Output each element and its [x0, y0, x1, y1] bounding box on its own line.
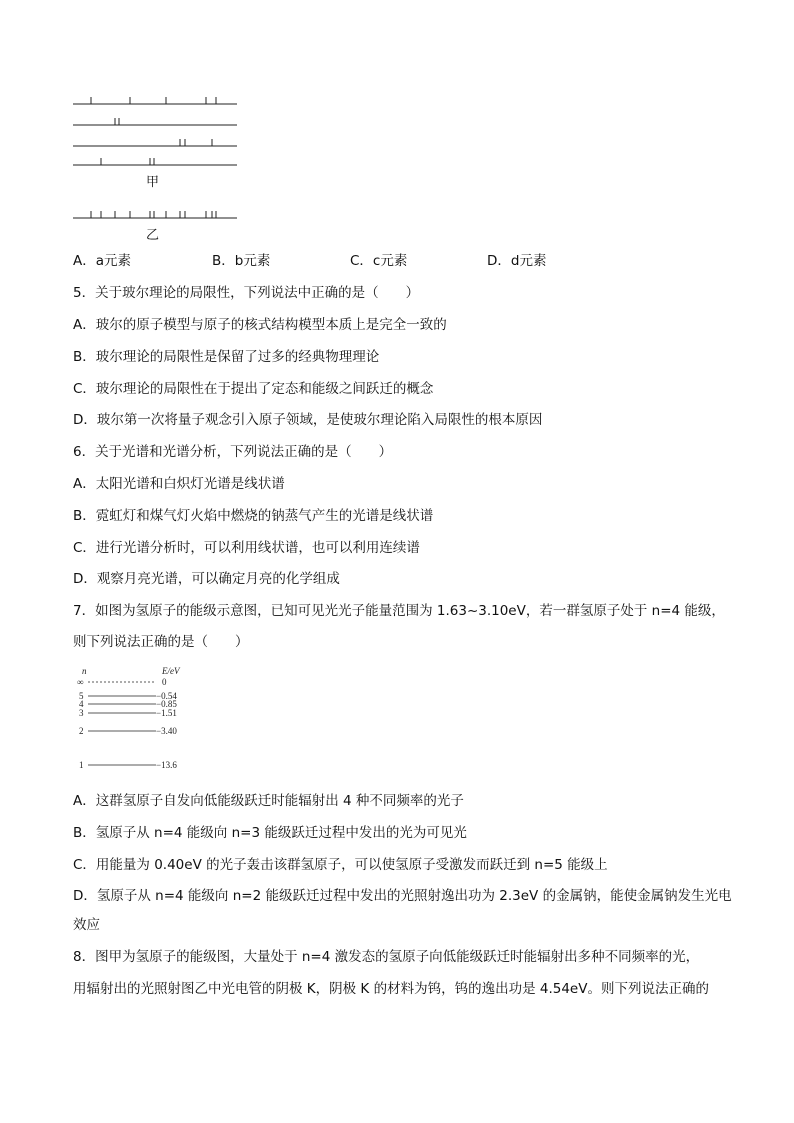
q6-option-b: B．霓虹灯和煤气灯火焰中燃烧的钠蒸气产生的光谱是线状谱 — [73, 508, 434, 524]
level-n-2: 2 — [79, 726, 84, 736]
level-e-5: −0.54 — [156, 691, 177, 701]
level-e-1: −13.6 — [156, 760, 177, 770]
q8-line2: 用辐射出的光照射图乙中光电管的阴极 K，阴极 K 的材料为钨，钨的逸出功是 4.54eV。则下列说法正确的 — [73, 981, 709, 997]
n-axis-label: n — [82, 666, 87, 676]
level-e-2: −3.40 — [156, 726, 177, 736]
level-e-inf: 0 — [162, 677, 167, 687]
q6-option-a: A．太阳光谱和白炽灯光谱是线状谱 — [73, 476, 285, 492]
q5-option-a: A．玻尔的原子模型与原子的核式结构模型本质上是完全一致的 — [73, 317, 447, 333]
q4-option-b: B．b元素 — [212, 253, 271, 269]
q5-option-b: B．玻尔理论的局限性是保留了过多的经典物理理论 — [73, 349, 380, 365]
q6-stem: 6．关于光谱和光谱分析，下列说法正确的是（ ） — [73, 444, 393, 460]
level-n-5: 5 — [79, 691, 84, 701]
q6-option-d: D．观察月亮光谱，可以确定月亮的化学组成 — [73, 571, 340, 587]
level-e-4: −0.85 — [156, 699, 177, 709]
figure-label-yi: 乙 — [146, 228, 160, 243]
energy-axis-label: E/eV — [162, 666, 180, 676]
q7-stem-line2: 则下列说法正确的是（ ） — [73, 634, 249, 650]
q4-option-a: A．a元素 — [73, 253, 132, 269]
q8-line1: 8．图甲为氢原子的能级图，大量处于 n=4 激发态的氢原子向低能级跃迁时能辐射出多种不同频率的光， — [73, 949, 700, 965]
level-n-4: 4 — [79, 699, 84, 709]
q7-option-d: D．氢原子从 n=4 能级向 n=2 能级跃迁过程中发出的光照射逸出功为 2.3eV 的金属钠，能使金属钠发生光电 — [73, 888, 732, 904]
level-e-3: −1.51 — [156, 708, 177, 718]
q6-option-c: C．进行光谱分析时，可以利用线状谱，也可以利用连续谱 — [73, 540, 420, 556]
q5-option-d: D．玻尔第一次将量子观念引入原子领域，是使玻尔理论陷入局限性的根本原因 — [73, 412, 543, 428]
level-n-1: 1 — [79, 760, 84, 770]
q4-option-d: D．d元素 — [487, 253, 547, 269]
q4-option-c: C．c元素 — [350, 253, 408, 269]
level-n-inf: ∞ — [77, 677, 84, 687]
level-n-3: 3 — [79, 708, 84, 718]
q7-option-a: A．这群氢原子自发向低能级跃迁时能辐射出 4 种不同频率的光子 — [73, 793, 464, 809]
q7-stem-line1: 7．如图为氢原子的能级示意图，已知可见光光子能量范围为 1.63~3.10eV，若一群氢原子处于 n=4 能级， — [73, 603, 725, 619]
q7-option-c: C．用能量为 0.40eV 的光子轰击该群氢原子，可以使氢原子受激发而跃迁到 n=5 能级上 — [73, 857, 608, 873]
q7-option-d-continued: 效应 — [73, 917, 100, 933]
energy-level-diagram — [70, 662, 270, 782]
spectrum-figure — [0, 0, 794, 250]
q5-stem: 5．关于玻尔理论的局限性，下列说法中正确的是（ ） — [73, 285, 420, 301]
q5-option-c: C．玻尔理论的局限性在于提出了定态和能级之间跃迁的概念 — [73, 381, 434, 397]
figure-label-jia: 甲 — [146, 175, 160, 190]
q7-option-b: B．氢原子从 n=4 能级向 n=3 能级跃迁过程中发出的光为可见光 — [73, 825, 467, 841]
